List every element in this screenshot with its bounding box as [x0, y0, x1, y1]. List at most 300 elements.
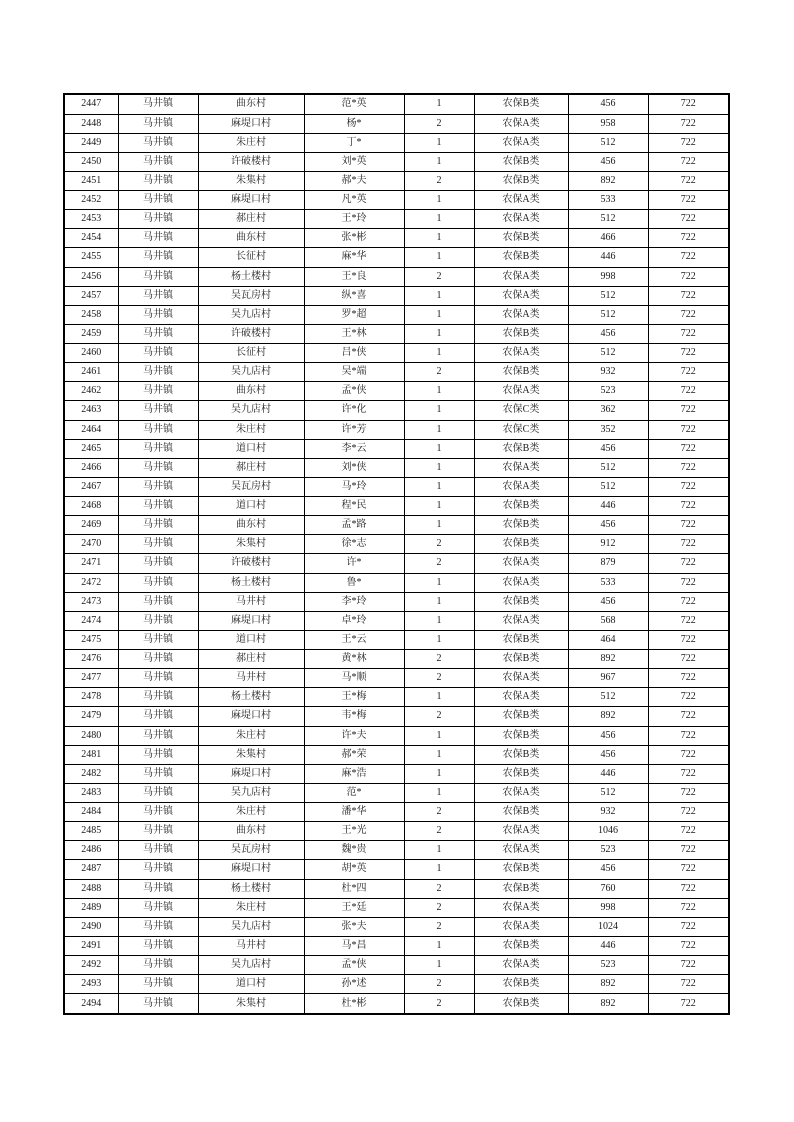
table-cell: 张*夫 — [304, 917, 404, 936]
table-cell: 512 — [568, 344, 648, 363]
table-cell: 马井镇 — [118, 439, 198, 458]
table-cell: 512 — [568, 210, 648, 229]
table-cell: 马井镇 — [118, 573, 198, 592]
table-cell: 2477 — [64, 669, 118, 688]
table-cell: 2457 — [64, 286, 118, 305]
table-cell: 1 — [404, 458, 474, 477]
table-cell: 1 — [404, 286, 474, 305]
table-cell: 杨土楼村 — [198, 879, 304, 898]
table-cell: 2456 — [64, 267, 118, 286]
table-cell: 722 — [648, 248, 729, 267]
table-cell: 农保A类 — [474, 841, 568, 860]
table-cell: 1 — [404, 229, 474, 248]
table-row — [64, 439, 729, 458]
table-cell: 刘*英 — [304, 152, 404, 171]
table-cell: 2 — [404, 803, 474, 822]
table-cell: 879 — [568, 554, 648, 573]
table-cell: 道口村 — [198, 439, 304, 458]
table-cell: 马*昌 — [304, 936, 404, 955]
table-cell: 卓*玲 — [304, 611, 404, 630]
table-cell: 马井镇 — [118, 669, 198, 688]
table-cell: 马井镇 — [118, 860, 198, 879]
table-cell: 农保A类 — [474, 669, 568, 688]
table-row — [64, 592, 729, 611]
table-row — [64, 669, 729, 688]
table-cell: 马井镇 — [118, 975, 198, 994]
table-cell: 2461 — [64, 363, 118, 382]
table-cell: 523 — [568, 841, 648, 860]
table-cell: 农保A类 — [474, 611, 568, 630]
table-cell: 魏*贵 — [304, 841, 404, 860]
table-cell: 马井镇 — [118, 286, 198, 305]
table-cell: 朱集村 — [198, 535, 304, 554]
table-cell: 马井镇 — [118, 630, 198, 649]
table-cell: 1 — [404, 439, 474, 458]
table-cell: 722 — [648, 152, 729, 171]
table-cell: 马井镇 — [118, 344, 198, 363]
table-cell: 王*良 — [304, 267, 404, 286]
table-cell: 农保B类 — [474, 592, 568, 611]
table-cell: 王*玲 — [304, 210, 404, 229]
table-cell: 马井镇 — [118, 171, 198, 190]
table-row — [64, 191, 729, 210]
table-cell: 农保B类 — [474, 229, 568, 248]
table-body — [64, 94, 729, 1014]
table-cell: 朱庄村 — [198, 803, 304, 822]
table-cell: 1 — [404, 783, 474, 802]
table-cell: 2454 — [64, 229, 118, 248]
table-cell: 农保B类 — [474, 860, 568, 879]
table-cell: 2471 — [64, 554, 118, 573]
table-row — [64, 764, 729, 783]
table-cell: 郝庄村 — [198, 210, 304, 229]
table-row — [64, 535, 729, 554]
table-cell: 马井镇 — [118, 516, 198, 535]
table-cell: 967 — [568, 669, 648, 688]
table-cell: 722 — [648, 707, 729, 726]
table-cell: 道口村 — [198, 975, 304, 994]
table-cell: 2474 — [64, 611, 118, 630]
table-cell: 722 — [648, 669, 729, 688]
table-cell: 722 — [648, 210, 729, 229]
table-cell: 2466 — [64, 458, 118, 477]
table-cell: 2459 — [64, 324, 118, 343]
table-cell: 722 — [648, 554, 729, 573]
table-cell: 912 — [568, 535, 648, 554]
table-cell: 农保B类 — [474, 803, 568, 822]
table-cell: 孟*侠 — [304, 956, 404, 975]
table-cell: 2482 — [64, 764, 118, 783]
table-cell: 马井镇 — [118, 936, 198, 955]
table-cell: 李*玲 — [304, 592, 404, 611]
table-row — [64, 477, 729, 496]
table-cell: 马井镇 — [118, 94, 198, 114]
table-cell: 麻堤口村 — [198, 114, 304, 133]
table-cell: 马井镇 — [118, 707, 198, 726]
table-cell: 麻堤口村 — [198, 860, 304, 879]
table-cell: 范*英 — [304, 94, 404, 114]
table-cell: 马井镇 — [118, 401, 198, 420]
table-cell: 892 — [568, 994, 648, 1014]
table-cell: 农保C类 — [474, 420, 568, 439]
table-cell: 892 — [568, 650, 648, 669]
table-cell: 1 — [404, 611, 474, 630]
table-cell: 吴九店村 — [198, 401, 304, 420]
table-cell: 农保A类 — [474, 917, 568, 936]
table-cell: 2 — [404, 669, 474, 688]
table-row — [64, 363, 729, 382]
table-cell: 农保B类 — [474, 171, 568, 190]
table-cell: 2470 — [64, 535, 118, 554]
table-cell: 722 — [648, 439, 729, 458]
table-cell: 马井镇 — [118, 726, 198, 745]
table-cell: 王*梅 — [304, 688, 404, 707]
table-row — [64, 248, 729, 267]
table-cell: 722 — [648, 516, 729, 535]
table-row — [64, 650, 729, 669]
table-cell: 道口村 — [198, 497, 304, 516]
table-cell: 1 — [404, 344, 474, 363]
table-cell: 722 — [648, 975, 729, 994]
table-cell: 362 — [568, 401, 648, 420]
table-cell: 1 — [404, 191, 474, 210]
table-cell: 2 — [404, 994, 474, 1014]
table-cell: 1 — [404, 630, 474, 649]
table-cell: 2 — [404, 267, 474, 286]
table-cell: 农保B类 — [474, 650, 568, 669]
table-row — [64, 94, 729, 114]
table-cell: 马井镇 — [118, 745, 198, 764]
table-cell: 1 — [404, 936, 474, 955]
table-cell: 998 — [568, 898, 648, 917]
table-cell: 郝*夫 — [304, 171, 404, 190]
table-cell: 512 — [568, 458, 648, 477]
table-cell: 2494 — [64, 994, 118, 1014]
table-cell: 2487 — [64, 860, 118, 879]
table-cell: 长征村 — [198, 344, 304, 363]
table-cell: 722 — [648, 630, 729, 649]
table-cell: 1 — [404, 573, 474, 592]
table-cell: 王*光 — [304, 822, 404, 841]
table-cell: 马井镇 — [118, 764, 198, 783]
table-cell: 农保C类 — [474, 401, 568, 420]
table-cell: 黄*林 — [304, 650, 404, 669]
table-cell: 456 — [568, 152, 648, 171]
table-cell: 533 — [568, 573, 648, 592]
table-cell: 722 — [648, 171, 729, 190]
table-row — [64, 458, 729, 477]
table-cell: 2488 — [64, 879, 118, 898]
table-cell: 722 — [648, 382, 729, 401]
table-row — [64, 917, 729, 936]
table-cell: 456 — [568, 439, 648, 458]
table-row — [64, 114, 729, 133]
table-cell: 446 — [568, 248, 648, 267]
table-cell: 吴九店村 — [198, 956, 304, 975]
table-cell: 722 — [648, 783, 729, 802]
table-cell: 568 — [568, 611, 648, 630]
table-cell: 马井镇 — [118, 822, 198, 841]
table-cell: 722 — [648, 611, 729, 630]
table-row — [64, 975, 729, 994]
table-cell: 农保B类 — [474, 707, 568, 726]
table-cell: 朱庄村 — [198, 133, 304, 152]
table-row — [64, 879, 729, 898]
table-cell: 722 — [648, 688, 729, 707]
table-row — [64, 803, 729, 822]
table-cell: 722 — [648, 229, 729, 248]
table-cell: 吴九店村 — [198, 363, 304, 382]
table-cell: 农保A类 — [474, 305, 568, 324]
table-cell: 466 — [568, 229, 648, 248]
table-cell: 吴*端 — [304, 363, 404, 382]
table-cell: 纵*喜 — [304, 286, 404, 305]
table-cell: 孙*述 — [304, 975, 404, 994]
table-row — [64, 822, 729, 841]
table-cell: 农保B类 — [474, 363, 568, 382]
table-cell: 2478 — [64, 688, 118, 707]
table-cell: 马井镇 — [118, 477, 198, 496]
table-cell: 农保B类 — [474, 535, 568, 554]
table-cell: 农保A类 — [474, 133, 568, 152]
table-cell: 1 — [404, 401, 474, 420]
table-cell: 1 — [404, 420, 474, 439]
table-cell: 吴九店村 — [198, 305, 304, 324]
table-row — [64, 956, 729, 975]
table-cell: 马井镇 — [118, 994, 198, 1014]
table-cell: 杨土楼村 — [198, 573, 304, 592]
table-cell: 道口村 — [198, 630, 304, 649]
table-cell: 1 — [404, 152, 474, 171]
table-cell: 456 — [568, 745, 648, 764]
table-cell: 2476 — [64, 650, 118, 669]
table-cell: 512 — [568, 305, 648, 324]
table-cell: 2 — [404, 114, 474, 133]
table-cell: 2489 — [64, 898, 118, 917]
table-cell: 2 — [404, 822, 474, 841]
table-cell: 曲东村 — [198, 229, 304, 248]
table-cell: 2483 — [64, 783, 118, 802]
table-cell: 马井镇 — [118, 898, 198, 917]
table-cell: 凡*英 — [304, 191, 404, 210]
table-cell: 农保B类 — [474, 94, 568, 114]
table-cell: 马井镇 — [118, 497, 198, 516]
table-cell: 农保A类 — [474, 554, 568, 573]
table-cell: 722 — [648, 898, 729, 917]
table-cell: 2 — [404, 898, 474, 917]
table-cell: 722 — [648, 994, 729, 1014]
table-cell: 722 — [648, 133, 729, 152]
table-cell: 丁* — [304, 133, 404, 152]
table-cell: 2480 — [64, 726, 118, 745]
table-cell: 1 — [404, 305, 474, 324]
table-cell: 许*化 — [304, 401, 404, 420]
table-row — [64, 133, 729, 152]
table-cell: 马井镇 — [118, 382, 198, 401]
table-cell: 马井镇 — [118, 114, 198, 133]
table-cell: 曲东村 — [198, 822, 304, 841]
records-table — [63, 93, 730, 1015]
table-cell: 许破楼村 — [198, 324, 304, 343]
table-cell: 农保B类 — [474, 975, 568, 994]
table-cell: 722 — [648, 573, 729, 592]
table-cell: 许*夫 — [304, 726, 404, 745]
table-cell: 马井镇 — [118, 305, 198, 324]
table-cell: 2452 — [64, 191, 118, 210]
table-cell: 446 — [568, 936, 648, 955]
table-cell: 1 — [404, 382, 474, 401]
table-cell: 1 — [404, 133, 474, 152]
table-cell: 1 — [404, 956, 474, 975]
table-cell: 马*顺 — [304, 669, 404, 688]
table-cell: 王*廷 — [304, 898, 404, 917]
table-cell: 2475 — [64, 630, 118, 649]
table-cell: 麻堤口村 — [198, 707, 304, 726]
table-cell: 456 — [568, 726, 648, 745]
table-cell: 2 — [404, 707, 474, 726]
table-cell: 麻堤口村 — [198, 611, 304, 630]
table-cell: 722 — [648, 477, 729, 496]
table-cell: 1 — [404, 726, 474, 745]
table-cell: 麻堤口村 — [198, 191, 304, 210]
table-cell: 张*彬 — [304, 229, 404, 248]
table-cell: 2 — [404, 917, 474, 936]
table-cell: 吴瓦房村 — [198, 841, 304, 860]
table-cell: 2491 — [64, 936, 118, 955]
table-cell: 722 — [648, 535, 729, 554]
table-cell: 朱集村 — [198, 994, 304, 1014]
table-cell: 王*林 — [304, 324, 404, 343]
table-cell: 韦*梅 — [304, 707, 404, 726]
table-row — [64, 611, 729, 630]
table-cell: 1 — [404, 592, 474, 611]
table-cell: 2 — [404, 879, 474, 898]
table-cell: 李*云 — [304, 439, 404, 458]
table-cell: 胡*英 — [304, 860, 404, 879]
table-cell: 2450 — [64, 152, 118, 171]
table-cell: 2448 — [64, 114, 118, 133]
table-cell: 512 — [568, 477, 648, 496]
table-cell: 马井镇 — [118, 592, 198, 611]
table-cell: 农保A类 — [474, 573, 568, 592]
table-cell: 1 — [404, 94, 474, 114]
table-cell: 722 — [648, 267, 729, 286]
table-cell: 农保A类 — [474, 956, 568, 975]
table-cell: 朱庄村 — [198, 726, 304, 745]
table-cell: 许破楼村 — [198, 554, 304, 573]
table-cell: 马井镇 — [118, 152, 198, 171]
table-cell: 722 — [648, 344, 729, 363]
table-cell: 2492 — [64, 956, 118, 975]
table-cell: 1 — [404, 248, 474, 267]
table-cell: 孟*侠 — [304, 382, 404, 401]
table-cell: 2 — [404, 554, 474, 573]
table-cell: 吴九店村 — [198, 917, 304, 936]
table-cell: 456 — [568, 860, 648, 879]
table-row — [64, 497, 729, 516]
table-cell: 722 — [648, 917, 729, 936]
table-cell: 马井镇 — [118, 554, 198, 573]
table-row — [64, 745, 729, 764]
table-cell: 马井镇 — [118, 133, 198, 152]
table-cell: 农保B类 — [474, 324, 568, 343]
table-cell: 马井镇 — [118, 191, 198, 210]
table-cell: 446 — [568, 764, 648, 783]
table-cell: 722 — [648, 803, 729, 822]
table-cell: 2485 — [64, 822, 118, 841]
table-cell: 2468 — [64, 497, 118, 516]
table-cell: 农保A类 — [474, 783, 568, 802]
table-cell: 722 — [648, 305, 729, 324]
table-cell: 曲东村 — [198, 94, 304, 114]
table-cell: 农保A类 — [474, 477, 568, 496]
table-cell: 2462 — [64, 382, 118, 401]
table-cell: 722 — [648, 363, 729, 382]
table-cell: 农保B类 — [474, 630, 568, 649]
table-cell: 722 — [648, 191, 729, 210]
table-row — [64, 860, 729, 879]
table-row — [64, 783, 729, 802]
table-cell: 1 — [404, 745, 474, 764]
table-row — [64, 305, 729, 324]
table-cell: 2 — [404, 535, 474, 554]
table-cell: 郝庄村 — [198, 650, 304, 669]
table-row — [64, 171, 729, 190]
table-cell: 马井村 — [198, 936, 304, 955]
table-cell: 352 — [568, 420, 648, 439]
table-row — [64, 898, 729, 917]
table-cell: 1024 — [568, 917, 648, 936]
table-cell: 曲东村 — [198, 516, 304, 535]
table-cell: 1 — [404, 516, 474, 535]
table-cell: 446 — [568, 497, 648, 516]
table-cell: 农保B类 — [474, 152, 568, 171]
table-row — [64, 573, 729, 592]
table-row — [64, 554, 729, 573]
table-cell: 朱庄村 — [198, 898, 304, 917]
table-cell: 农保A类 — [474, 822, 568, 841]
table-cell: 722 — [648, 841, 729, 860]
table-cell: 农保A类 — [474, 458, 568, 477]
table-cell: 722 — [648, 822, 729, 841]
table-cell: 王*云 — [304, 630, 404, 649]
table-cell: 马井镇 — [118, 688, 198, 707]
table-cell: 麻堤口村 — [198, 764, 304, 783]
table-cell: 722 — [648, 879, 729, 898]
table-cell: 杨* — [304, 114, 404, 133]
table-row — [64, 229, 729, 248]
table-cell: 许破楼村 — [198, 152, 304, 171]
table-cell: 农保B类 — [474, 439, 568, 458]
table-cell: 1 — [404, 860, 474, 879]
table-cell: 722 — [648, 114, 729, 133]
table-cell: 722 — [648, 956, 729, 975]
table-cell: 马井镇 — [118, 248, 198, 267]
table-cell: 456 — [568, 516, 648, 535]
table-row — [64, 210, 729, 229]
table-cell: 2465 — [64, 439, 118, 458]
table-row — [64, 286, 729, 305]
table-cell: 2490 — [64, 917, 118, 936]
table-cell: 朱集村 — [198, 171, 304, 190]
table-cell: 马井镇 — [118, 420, 198, 439]
table-row — [64, 707, 729, 726]
table-cell: 农保A类 — [474, 382, 568, 401]
table-cell: 533 — [568, 191, 648, 210]
table-cell: 潘*华 — [304, 803, 404, 822]
table-cell: 农保A类 — [474, 267, 568, 286]
table-row — [64, 401, 729, 420]
